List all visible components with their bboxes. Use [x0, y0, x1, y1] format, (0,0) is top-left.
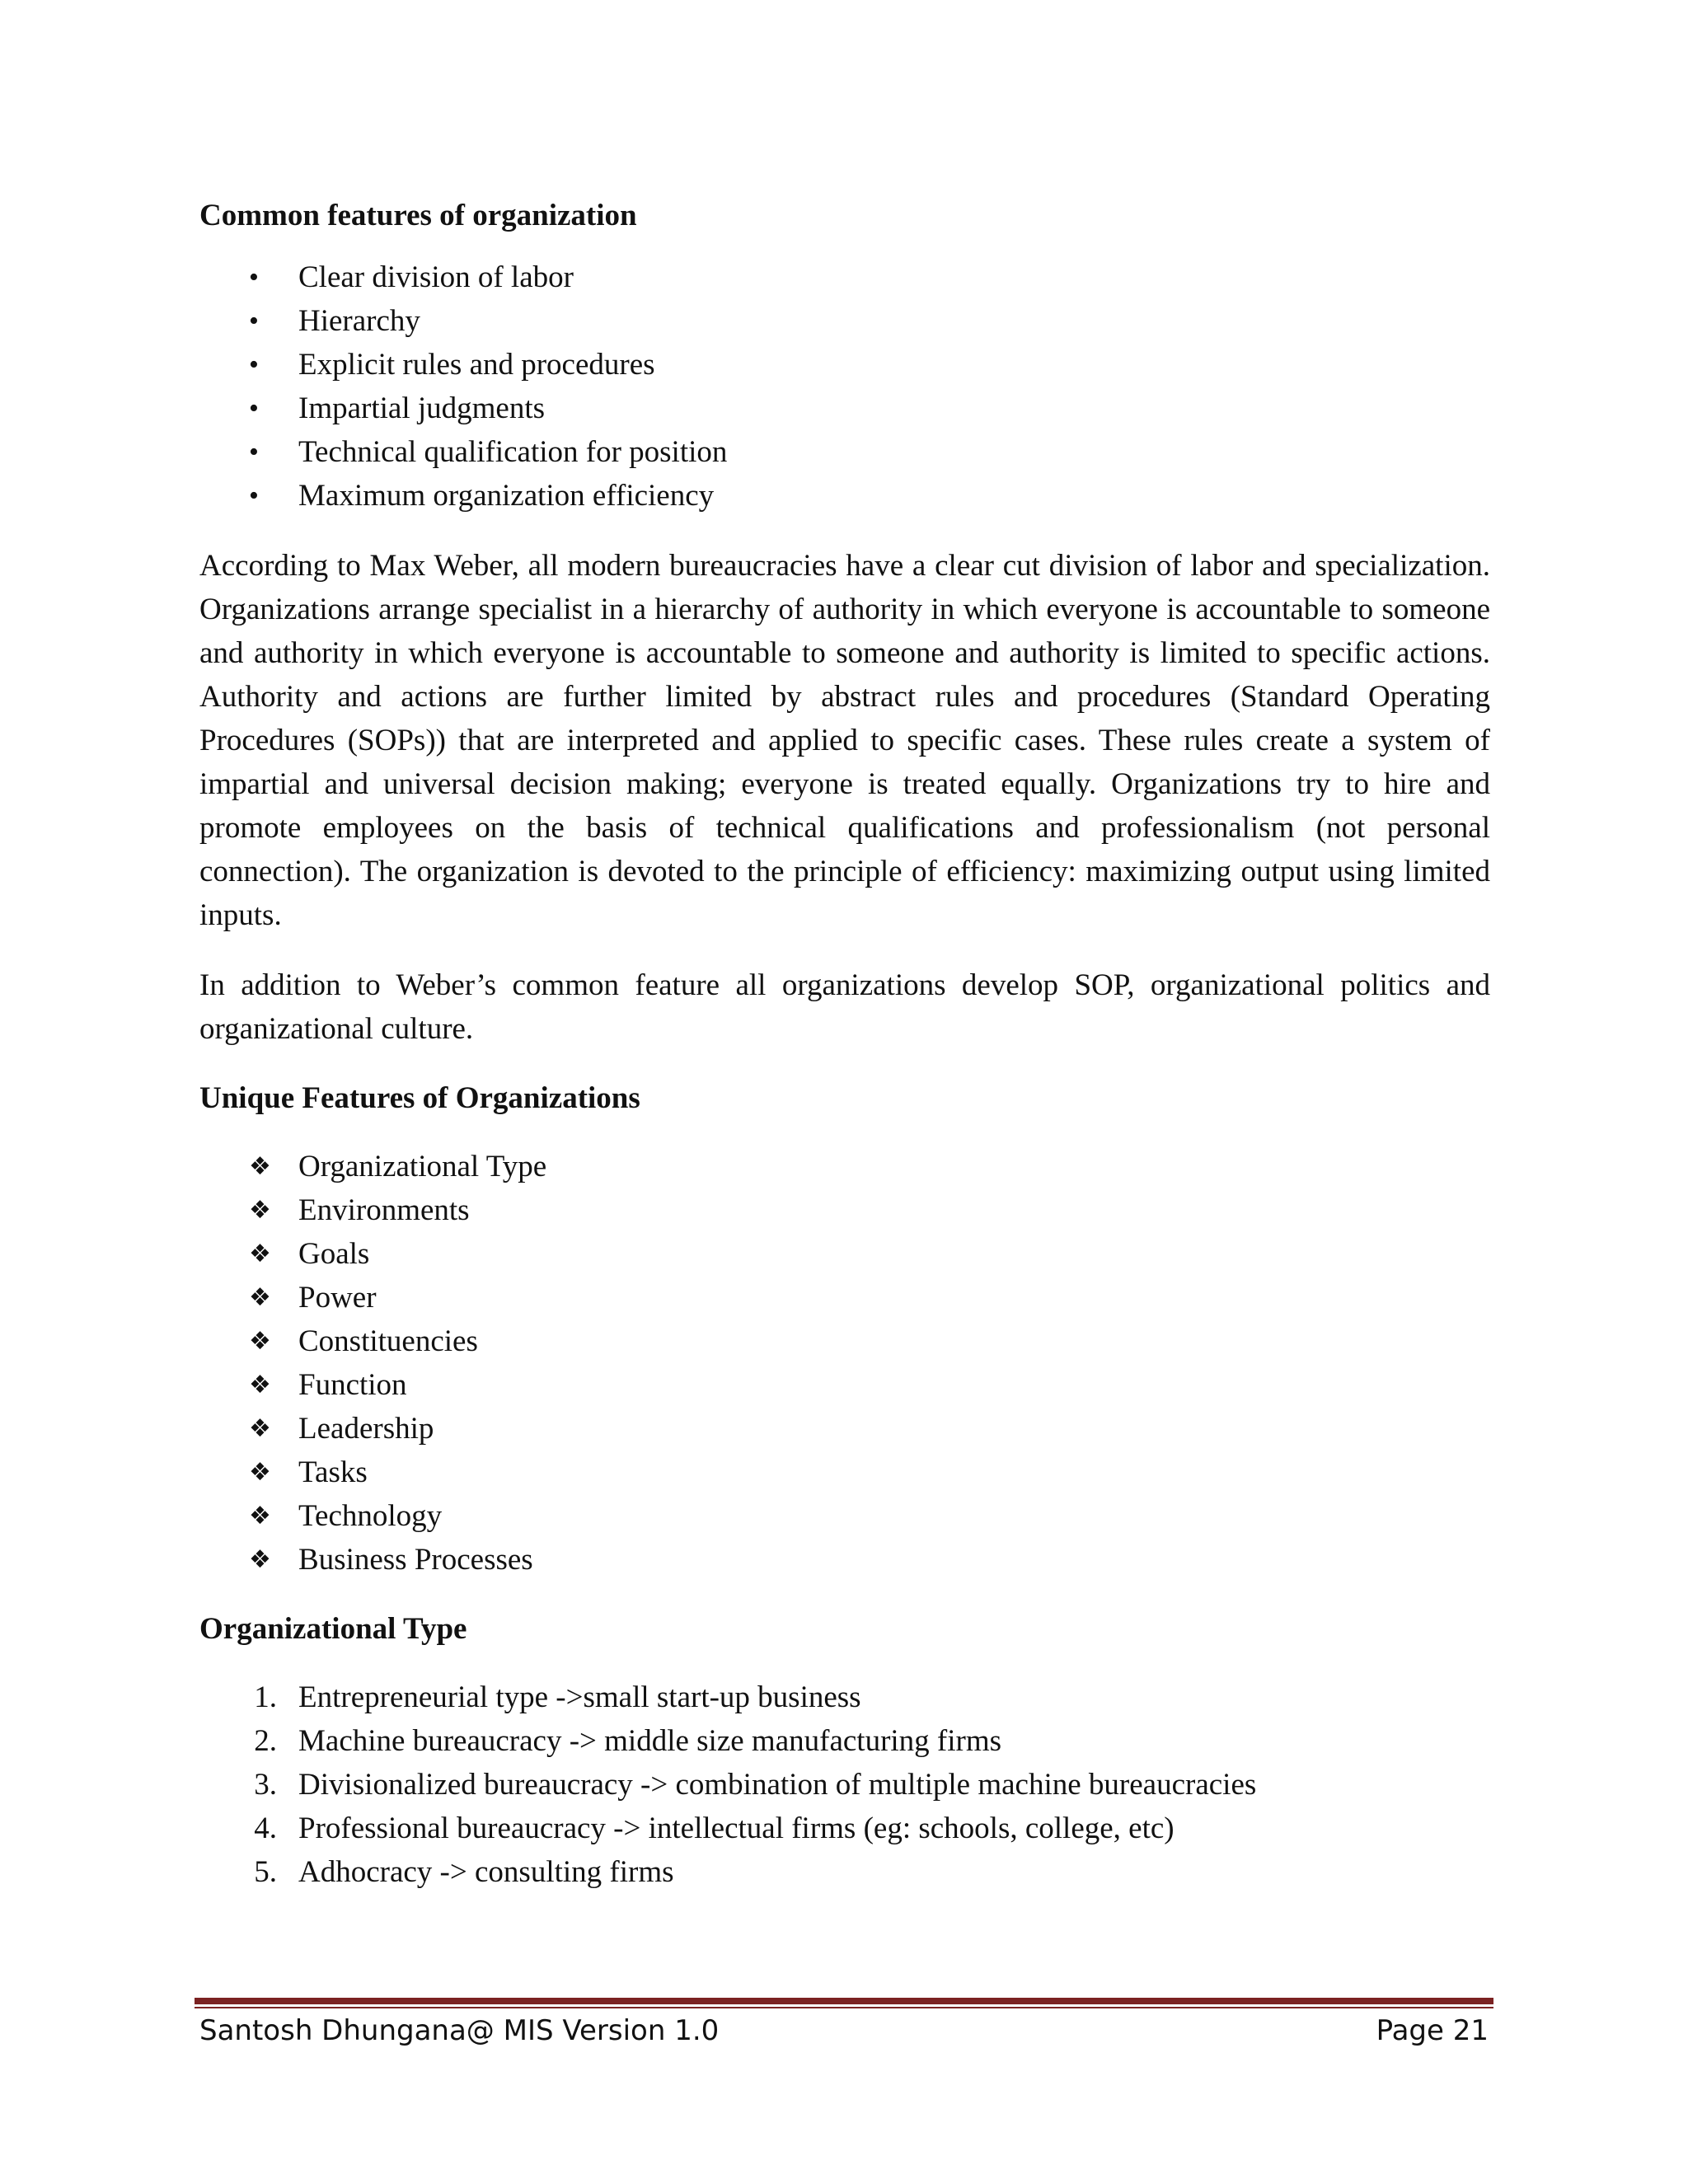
- list-item: • Technical qualification for position: [249, 430, 1490, 474]
- list-item: • Impartial judgments: [249, 387, 1490, 430]
- list-number: 5.: [254, 1855, 277, 1889]
- list-item: ❖ Goals: [249, 1232, 1490, 1276]
- footer-author: Santosh Dhungana@ MIS Version 1.0: [199, 2014, 720, 2047]
- list-item: ❖ Environments: [249, 1188, 1490, 1232]
- weber-paragraph: According to Max Weber, all modern bureaucracies have a clear cut division of labor and specialization. Organizations arrange specialist in a hierarchy of authority in which everyone is accountable to someone and authority in which everyone is accountable to someone and authority is limited to specific actions. Authority and actions are further limited by abstract rules and procedures (Standard Operating Procedures (SOPs)) that are interpreted and applied to specific cases. These rules create a system of impartial and universal decision making; everyone is treated equally. Organizations try to hire and promote employees on the basis of technical qualifications and professionalism (not personal connection). The organization is devoted to the principle of efficiency: maximizing output using limited inputs.: [199, 549, 1490, 932]
- heading-organizational-type: Organizational Type: [199, 1612, 467, 1646]
- bullet-icon: •: [249, 393, 259, 424]
- diamond-bullet-icon: ❖: [249, 1502, 271, 1530]
- list-item: 4. Professional bureaucracy -> intellectual firms (eg: schools, college, etc): [249, 1807, 1490, 1850]
- bullet-icon: •: [249, 306, 259, 336]
- bullet-icon: •: [249, 437, 259, 467]
- list-number: 4.: [254, 1811, 277, 1845]
- diamond-bullet-icon: ❖: [249, 1283, 271, 1312]
- heading-common-features: Common features of organization: [199, 199, 637, 232]
- list-item: • Hierarchy: [249, 299, 1490, 343]
- list-item: • Clear division of labor: [249, 255, 1490, 299]
- list-item: 2. Machine bureaucracy -> middle size manufacturing firms: [249, 1719, 1490, 1763]
- list-number: 2.: [254, 1724, 277, 1758]
- list-item: 1. Entrepreneurial type ->small start-up business: [249, 1675, 1490, 1719]
- bullet-icon: •: [249, 480, 259, 511]
- diamond-bullet-icon: ❖: [249, 1371, 271, 1399]
- list-item: • Maximum organization efficiency: [249, 474, 1490, 518]
- bullet-icon: •: [249, 262, 259, 293]
- list-item: • Explicit rules and procedures: [249, 343, 1490, 387]
- diamond-bullet-icon: ❖: [249, 1545, 271, 1574]
- footer-divider-thin: [195, 2007, 1493, 2008]
- heading-unique-features: Unique Features of Organizations: [199, 1081, 640, 1115]
- list-number: 3.: [254, 1768, 277, 1802]
- diamond-bullet-icon: ❖: [249, 1152, 271, 1181]
- common-features-list: [249, 255, 1490, 518]
- diamond-bullet-icon: ❖: [249, 1240, 271, 1268]
- list-item: ❖ Business Processes: [249, 1538, 1490, 1582]
- list-item: ❖ Leadership: [249, 1407, 1490, 1451]
- list-item: ❖ Technology: [249, 1494, 1490, 1538]
- list-item: 3. Divisionalized bureaucracy -> combination of multiple machine bureaucracies: [249, 1763, 1490, 1807]
- list-item: ❖ Organizational Type: [249, 1145, 1490, 1188]
- footer-divider: [195, 1998, 1493, 2004]
- list-item: ❖ Tasks: [249, 1451, 1490, 1494]
- additional-features-paragraph: In addition to Weber’s common feature all organizations develop SOP, organizational politics and organizational culture.: [199, 968, 1490, 1046]
- diamond-bullet-icon: ❖: [249, 1458, 271, 1487]
- list-number: 1.: [254, 1680, 277, 1714]
- diamond-bullet-icon: ❖: [249, 1414, 271, 1443]
- page-content: [199, 194, 1490, 1894]
- diamond-bullet-icon: ❖: [249, 1196, 271, 1225]
- unique-features-list: [249, 1145, 1490, 1582]
- footer-page-number: Page 21: [1376, 2014, 1489, 2047]
- list-item: 5. Adhocracy -> consulting firms: [249, 1850, 1490, 1894]
- diamond-bullet-icon: ❖: [249, 1327, 271, 1356]
- list-item: ❖ Power: [249, 1276, 1490, 1319]
- organizational-type-list: [249, 1675, 1490, 1894]
- list-item: ❖ Constituencies: [249, 1319, 1490, 1363]
- bullet-icon: •: [249, 349, 259, 380]
- list-item: ❖ Function: [249, 1363, 1490, 1407]
